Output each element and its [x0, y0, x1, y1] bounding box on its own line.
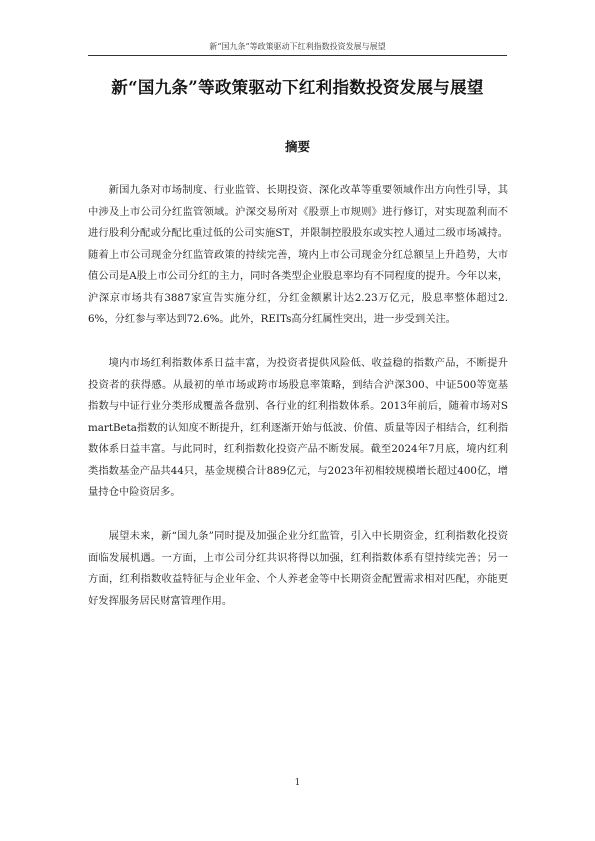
header-divider: [88, 55, 507, 56]
running-header: 新“国九条”等政策驱动下红利指数投资发展与展望: [209, 42, 386, 51]
abstract-body: [88, 180, 508, 635]
abstract-paragraph-3: 展望未来，新“国九条”同时提及加强企业分红监管，引入中长期资金，红利指数化投资面临发展机遇。一方面，上市公司分红共识将得以加强，红利指数体系有望持续完善；另一方面，红利指数收益特征与企业年金、个人养老金等中长期资金配置需求相对匹配，亦能更好发挥服务居民财富管理作用。: [88, 530, 508, 607]
document-title: 新“国九条”等政策驱动下红利指数投资发展与展望: [111, 78, 484, 97]
abstract-paragraph-1: 新国九条对市场制度、行业监管、长期投资、深化改革等重要领域作出方向性引导，其中涉及上市公司分红监管领域。沪深交易所对《股票上市规则》进行修订，对实现盈利而不进行股利分配或分配比重过低的公司实施ST，并限制控股股东或实控人通过二级市场减持。随着上市公司现金分红监管政策的持续完善，境内上市公司现金分红总额呈上升趋势，大市值公司是A股上市公司分红的主力，同时各类型企业股息率均有不同程度的提升。今年以来，沪深京市场共有3887家宣告实施分红，分红金额累计达2.23万亿元，股息率整体超过2.6%，分红参与率达到72.6%。此外，REITs高分红属性突出，进一步受到关注。: [88, 184, 508, 325]
abstract-paragraph-2: 境内市场红利指数体系日益丰富，为投资者提供风险低、收益稳的指数产品，不断提升投资者的获得感。从最初的单市场或跨市场股息率策略，到结合沪深300、中证500等宽基指数与中证行业分类形成覆盖各盘别、各行业的红利指数体系。2013年前后，随着市场对SmartBeta指数的认知度不断提升，红利逐渐开始与低波、价值、质量等因子相结合，红利指数体系日益丰富。与此同时，红利指数化投资产品不断发展。截至2024年7月底，境内红利类指数基金产品共44只，基金规模合计889亿元，与2023年初相较规模增长超过400亿，增量持仓中险资居多。: [88, 357, 508, 498]
abstract-heading: 摘要: [284, 139, 310, 154]
page-number: 1: [294, 778, 301, 788]
